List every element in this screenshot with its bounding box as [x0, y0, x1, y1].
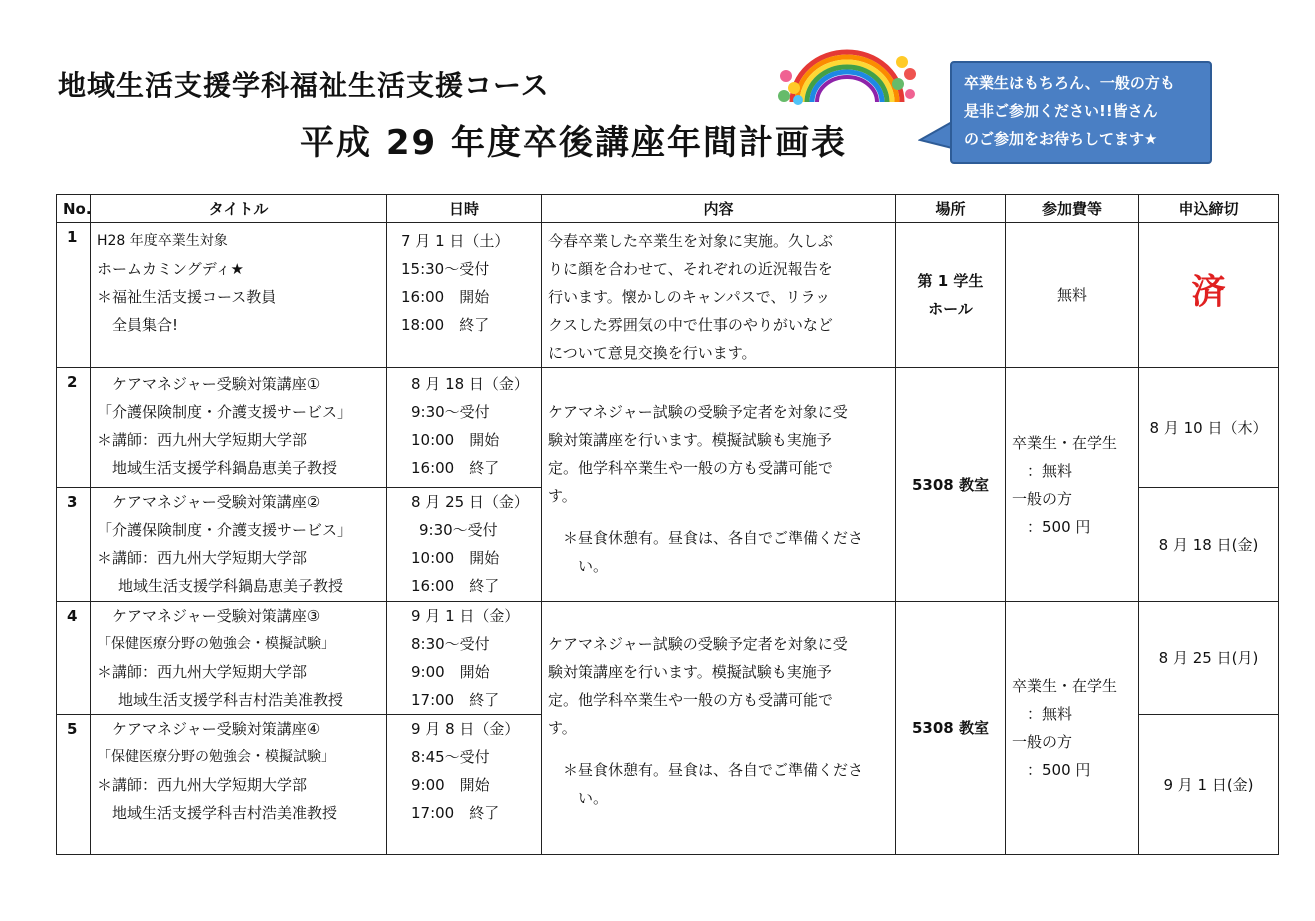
datetime-line: 16:00 終了 — [411, 577, 500, 595]
datetime-line: 9:00 開始 — [411, 776, 490, 794]
title-line: 「保健医療分野の勉強会・模擬試験」 — [97, 636, 335, 652]
content-line: 験対策講座を行います。模擬試験も実施予 — [548, 663, 832, 681]
completed-stamp: 済 — [1191, 272, 1226, 312]
row-no: 4 — [57, 602, 91, 715]
header-datetime: 日時 — [387, 195, 542, 223]
row-place: 5308 教室 — [896, 368, 1006, 602]
row-content — [542, 368, 896, 602]
row-datetime — [387, 715, 542, 855]
title-line: ケアマネジャー受験対策講座① — [97, 375, 321, 393]
title-line: 全員集合! — [97, 316, 179, 334]
table-row — [57, 223, 1279, 368]
datetime-line: 15:30～受付 — [401, 260, 490, 278]
row-title — [91, 715, 387, 855]
datetime-line: 9:30～受付 — [419, 521, 498, 539]
fee-line: 卒業生・在学生 — [1012, 433, 1118, 452]
row-datetime — [387, 223, 542, 368]
datetime-line: 10:00 開始 — [411, 549, 500, 567]
row-no: 3 — [57, 488, 91, 602]
datetime-line: 9:00 開始 — [411, 663, 490, 681]
content-line: ケアマネジャー試験の受験予定者を対象に受 — [548, 403, 848, 421]
row-deadline — [1139, 223, 1279, 368]
fee-line: 一般の方 — [1012, 489, 1073, 508]
header-title: タイトル — [91, 195, 387, 223]
datetime-line: 9 月 8 日（金） — [411, 720, 520, 738]
header-fee: 参加費等 — [1006, 195, 1139, 223]
title-line: H28 年度卒業生対象 — [97, 233, 228, 249]
content-line — [548, 510, 889, 524]
title-line: ＊講師：西九州大学短期大学部 — [97, 549, 308, 567]
content-line: い。 — [548, 557, 609, 575]
row-fee — [1006, 223, 1139, 368]
title-line: 地域生活支援学科吉村浩美准教授 — [103, 691, 344, 709]
fee-line: ：無料 — [1012, 461, 1073, 480]
content-line: 行います。懐かしのキャンパスで、リラッ — [548, 288, 831, 306]
datetime-line: 8:30～受付 — [411, 635, 490, 653]
datetime-line: 9 月 1 日（金） — [411, 607, 520, 625]
datetime-line: 16:00 終了 — [411, 459, 500, 477]
place-line: ホール — [928, 300, 973, 318]
content-line: 定。他学科卒業生や一般の方も受講可能で — [548, 691, 834, 709]
datetime-line: 17:00 終了 — [411, 691, 500, 709]
header-deadline: 申込締切 — [1139, 195, 1279, 223]
row-title — [91, 488, 387, 602]
row-no: 2 — [57, 368, 91, 488]
title-line: ＊講師：西九州大学短期大学部 — [97, 431, 308, 449]
fee-line: ：無料 — [1012, 705, 1073, 723]
title-line: ケアマネジャー受験対策講座③ — [97, 607, 321, 625]
fee-line: ：500 円 — [1012, 761, 1091, 779]
bubble-line: 是非ご参加ください!!皆さん — [964, 102, 1158, 120]
fee-line: ：500 円 — [1012, 517, 1091, 536]
content-line: りに顔を合わせて、それぞれの近況報告を — [548, 260, 833, 278]
title-line: 地域生活支援学科吉村浩美准教授 — [97, 804, 338, 822]
row-deadline: 9 月 1 日(金) — [1139, 715, 1279, 855]
row-place — [896, 223, 1006, 368]
content-line: ＊昼食休憩有。昼食は、各自でご準備くださ — [548, 761, 864, 779]
bubble-line: のご参加をお待ちしてます★ — [964, 130, 1158, 148]
row-title — [91, 368, 387, 488]
row-datetime — [387, 602, 542, 715]
table-row — [57, 368, 1279, 488]
content-line: クスした雰囲気の中で仕事のやりがいなど — [548, 316, 833, 334]
row-no: 1 — [57, 223, 91, 368]
content-line: ケアマネジャー試験の受験予定者を対象に受 — [548, 635, 848, 653]
content-line: について意見交換を行います。 — [548, 344, 757, 362]
row-place: 5308 教室 — [896, 602, 1006, 855]
content-line: ＊昼食休憩有。昼食は、各自でご準備くださ — [548, 529, 864, 547]
fee-line: 一般の方 — [1012, 733, 1073, 751]
title-line: ケアマネジャー受験対策講座② — [97, 493, 321, 511]
row-datetime — [387, 368, 542, 488]
title-line: 「介護保険制度・介護支援サービス」 — [97, 403, 353, 421]
table-header-row — [57, 195, 1279, 223]
datetime-line: 16:00 開始 — [401, 288, 490, 306]
row-title — [91, 602, 387, 715]
header-content: 内容 — [542, 195, 896, 223]
content-line: い。 — [548, 789, 609, 807]
content-line: 験対策講座を行います。模擬試験も実施予 — [548, 431, 832, 449]
content-line: 定。他学科卒業生や一般の方も受講可能で — [548, 459, 834, 477]
content-line: 今春卒業した卒業生を対象に実施。久しぶ — [548, 232, 834, 250]
title-line: ＊講師：西九州大学短期大学部 — [97, 776, 308, 794]
row-fee — [1006, 368, 1139, 602]
bubble-line: 卒業生はもちろん、一般の方も — [964, 74, 1175, 92]
datetime-line: 7 月 1 日（土） — [401, 232, 510, 250]
row-content — [542, 602, 896, 855]
row-deadline: 8 月 18 日(金) — [1139, 488, 1279, 602]
row-content — [542, 223, 896, 368]
title-line: ＊福祉生活支援コース教員 — [97, 288, 277, 306]
speech-bubble — [950, 61, 1212, 164]
header-place: 場所 — [896, 195, 1006, 223]
row-fee — [1006, 602, 1139, 855]
title-line: ＊講師：西九州大学短期大学部 — [97, 663, 308, 681]
row-deadline: 8 月 10 日（木） — [1139, 368, 1279, 488]
title-line: 地域生活支援学科鍋島恵美子教授 — [103, 577, 344, 595]
course-title: 地域生活支援学科福祉生活支援コース — [58, 69, 550, 102]
row-title — [91, 223, 387, 368]
content-line — [548, 742, 889, 756]
row-deadline: 8 月 25 日(月) — [1139, 602, 1279, 715]
title-line: 「保健医療分野の勉強会・模擬試験」 — [97, 749, 335, 765]
datetime-line: 8 月 25 日（金） — [411, 493, 529, 511]
table-row — [57, 602, 1279, 715]
title-line: 地域生活支援学科鍋島恵美子教授 — [97, 459, 338, 477]
datetime-line: 17:00 終了 — [411, 804, 500, 822]
plan-table — [56, 194, 1279, 855]
title-line: ケアマネジャー受験対策講座④ — [97, 720, 321, 738]
fee-text: 無料 — [1056, 286, 1087, 304]
place-line: 第 1 学生 — [917, 272, 984, 290]
content-line: す。 — [548, 487, 577, 505]
datetime-line: 8 月 18 日（金） — [411, 375, 529, 393]
datetime-line: 9:30～受付 — [411, 403, 490, 421]
title-line: ホームカミングディ★ — [97, 260, 244, 278]
title-line: 「介護保険制度・介護支援サービス」 — [97, 521, 353, 539]
rainbow-icon — [772, 40, 922, 110]
datetime-line: 8:45～受付 — [411, 748, 490, 766]
content-line: す。 — [548, 719, 577, 737]
plan-title: 平成 29 年度卒後講座年間計画表 — [300, 123, 847, 163]
row-no: 5 — [57, 715, 91, 855]
header-no: No. — [57, 195, 91, 223]
row-datetime — [387, 488, 542, 602]
datetime-line: 18:00 終了 — [401, 316, 490, 334]
fee-line: 卒業生・在学生 — [1012, 677, 1118, 695]
datetime-line: 10:00 開始 — [411, 431, 500, 449]
